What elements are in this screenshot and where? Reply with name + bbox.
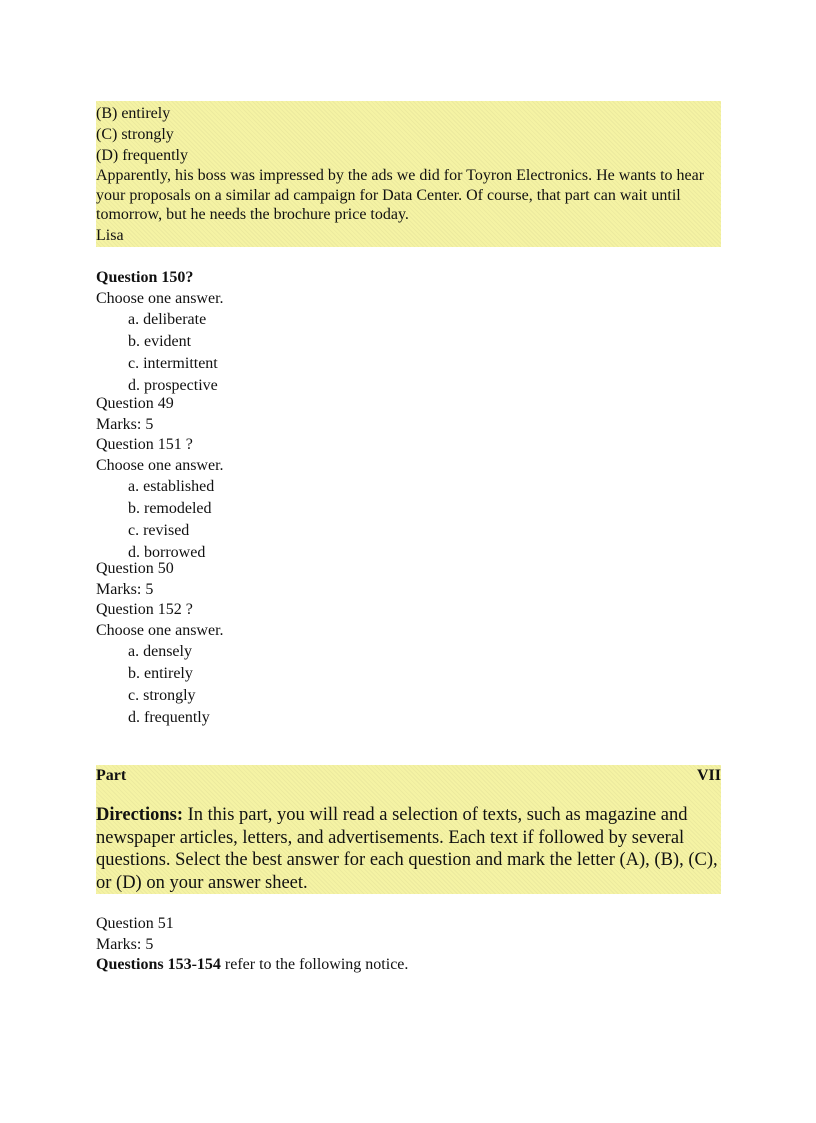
part-number: VII xyxy=(696,767,721,784)
option-b: (B) entirely xyxy=(96,105,171,122)
question-marks: Marks: 5 xyxy=(96,935,154,953)
part-label: Part xyxy=(96,767,127,784)
part-vii-block xyxy=(96,765,721,894)
passage-paragraph: Apparently, his boss was impressed by the ads we did for Toyron Electronics. He wants to hear your proposals on a similar ad campaign for Data Center. Of course, that part can wait until tomorrow, but he needs the brochure price today. xyxy=(96,167,705,223)
question-152-prompt: Choose one answer. xyxy=(96,621,224,639)
answer-option[interactable]: c. revised xyxy=(128,522,190,539)
option-c: (C) strongly xyxy=(96,126,174,143)
answer-option[interactable]: d. frequently xyxy=(128,709,210,726)
part-heading xyxy=(96,765,721,787)
questions-range: Questions 153-154 xyxy=(96,956,221,973)
directions-body: In this part, you will read a selection of texts, such as magazine and newspaper articles, letters, and advertisements. Each text if followed by several questions. Select the best answer for each question and mark the letter (A), (B), (C), or (D) on your answer sheet. xyxy=(96,805,718,893)
answer-option[interactable]: a. deliberate xyxy=(128,311,207,328)
question-number: Question 50 xyxy=(96,560,174,577)
directions-label: Directions: xyxy=(96,805,183,825)
question-152-title: Question 152 ? xyxy=(96,601,193,618)
option-d: (D) frequently xyxy=(96,147,188,164)
answer-option[interactable]: a. densely xyxy=(128,643,192,660)
question-marks: Marks: 5 xyxy=(96,580,154,598)
questions-reference xyxy=(96,955,721,976)
questions-reference-text: refer to the following notice. xyxy=(220,956,409,973)
question-number: Question 49 xyxy=(96,395,174,412)
answer-option[interactable]: b. evident xyxy=(128,333,192,350)
directions-text xyxy=(96,804,721,894)
question-151-prompt: Choose one answer. xyxy=(96,456,224,474)
passage-signature: Lisa xyxy=(96,226,124,244)
answer-option[interactable]: c. strongly xyxy=(128,687,196,704)
question-152-block xyxy=(96,559,721,729)
question-150-block xyxy=(96,268,721,397)
answer-option[interactable]: c. intermittent xyxy=(128,355,218,372)
question-51-block xyxy=(96,914,721,976)
answer-option[interactable]: d. prospective xyxy=(128,377,218,394)
question-150-prompt: Choose one answer. xyxy=(96,289,224,307)
question-150-title: Question 150? xyxy=(96,269,194,286)
passage-highlight-block xyxy=(96,101,721,247)
answer-option[interactable]: d. borrowed xyxy=(128,544,206,561)
question-151-title: Question 151 ? xyxy=(96,436,193,453)
answer-option[interactable]: b. entirely xyxy=(128,665,193,682)
answer-option[interactable]: a. established xyxy=(128,478,215,495)
question-151-block xyxy=(96,394,721,564)
question-marks: Marks: 5 xyxy=(96,415,154,433)
answer-option[interactable]: b. remodeled xyxy=(128,500,212,517)
question-number: Question 51 xyxy=(96,915,174,932)
